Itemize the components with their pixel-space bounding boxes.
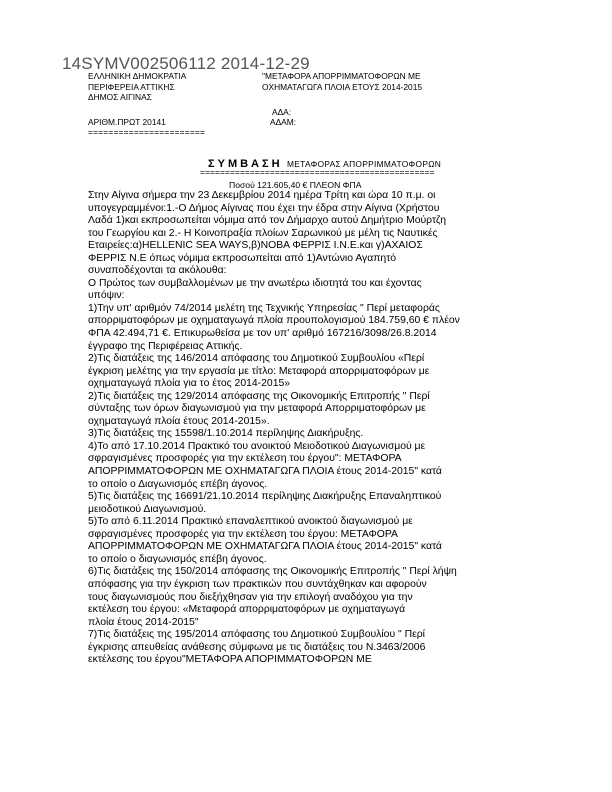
body-line: μειοδοτικού Διαγωνισμού. <box>88 503 207 515</box>
header-left-line: ΕΛΛΗΝΙΚΗ ΔΗΜΟΚΡΑΤΙΑ <box>88 71 187 81</box>
body-line: απορριματοφόρων με οχηματαγωγά πλοία προυπολογισμού 184.759,60 € πλέον <box>88 315 460 327</box>
title-separator: =============================================== <box>200 167 435 177</box>
body-line: σύνταξης των όρων διαγωνισμού για την μεταφορά Απορριματοφόρων με <box>88 403 426 415</box>
body-line: πλοία έτους 2014-2015" <box>88 616 199 628</box>
body-line: έγκρισης απευθείας ανάθεσης σύμφωνα με τις διατάξεις του Ν.3463/2006 <box>88 641 426 653</box>
title-main: ΣΥΜΒΑΣΗ <box>208 158 283 170</box>
protocol-number: ΑΡΙΘΜ.ΠΡΩΤ 20141 <box>88 117 166 127</box>
header-left-block <box>88 71 186 103</box>
body-line: ΑΠΟΡΡΙΜΜΑΤΟΦΟΡΩΝ ΜΕ ΟΧΗΜΑΤΑΓΩΓΑ ΠΛΟΙΑ έτους 2014-2015" κατά <box>88 541 442 553</box>
header-right-line: "ΜΕΤΑΦΟΡΑ ΑΠΟΡΡΙΜΜΑΤΟΦΟΡΩΝ ΜΕ <box>262 71 421 81</box>
body-line: σφραγισμένες προσφορές για την εκτέλεση του έργου: ΜΕΤΑΦΟΡΑ <box>88 528 398 540</box>
body-line: το οποίο ο Διαγωνισμός επέβη άγονος. <box>88 478 268 490</box>
body-line: έγγραφο της Περιφέρειας Αττικής. <box>88 340 243 352</box>
ada-label: ΑΔΑ: <box>272 107 292 117</box>
body-line: έγκριση μελέτης για την εργασία με τίτλο: Μεταφορά απορριματοφόρων με <box>88 365 430 377</box>
body-line: το οποίο ο διαγωνισμός επέβη άγονος. <box>88 553 267 565</box>
body-line: 4)Το από 17.10.2014 Πρακτικό του ανοικτού Μειοδοτικού Διαγωνισμού με <box>88 440 426 452</box>
body-line: εκτέλεση του έργου: «Μεταφορά απορριματοφόρων με οχηματαγωγά <box>88 604 406 616</box>
body-line: Εταιρείες:α)HELLENIC SEA WAYS,β)ΝΟΒΑ ΦΕΡΡΙΣ Ι.Ν.Ε.και γ)ΑΧΑΙΟΣ <box>88 240 423 252</box>
body-line: συναποδέχονται τα ακόλουθα: <box>88 265 227 277</box>
contract-amount: Ποσού 121.605,40 € ΠΛΕΟΝ ΦΠΑ <box>229 180 362 190</box>
body-line: ΦΕΡΡΙΣ Ν.Ε όπως νόμιμα εκπροσωπείται από 1)Αντώνιο Αγαπητό <box>88 252 397 264</box>
body-line: Ο Πρώτος των συμβαλλομένων με την ανωτέρω ιδιοτητά του και έχοντας <box>88 277 422 289</box>
body-line: οχηματαγωγά πλοία για το έτος 2014-2015» <box>88 378 291 390</box>
body-line: απόφασης για την έγκριση των πρακτικών που συντάχθηκαν και αφορούν <box>88 578 427 590</box>
body-line: υπόψιν: <box>88 290 125 302</box>
body-line: υπογεγραμμένοι:1.-Ο Δήμος Αίγινας που έχει την έδρα στην Αίγινα (Χρήστου <box>88 202 440 214</box>
body-line: 2)Τις διατάξεις της 129/2014 απόφασης της Οικονομικής Επιτροπής " Περί <box>88 390 430 402</box>
header-left-line: ΠΕΡΙΦΕΡΕΙΑ ΑΤΤΙΚΗΣ <box>88 81 175 92</box>
body-line: 3)Τις διατάξεις της 15598/1.10.2014 περίληψης Διακήρυξης. <box>88 428 364 440</box>
body-line: 7)Τις διατάξεις της 195/2014 απόφασης του Δημοτικού Συμβουλίου " Περί <box>88 629 425 641</box>
body-line: 5)Το από 6.11.2014 Πρακτικό επαναλεπτικού ανοικτού διαγωνισμού με <box>88 516 413 528</box>
body-line: Λαδά 1)και εκπροσωπείται νόμιμα από τον Δήμαρχο αυτού Δημήτριο Μούρτζη <box>88 215 447 227</box>
header-right-line: ΟΧΗΜΑΤΑΓΩΓΑ ΠΛΟΙΑ ΕΤΟΥΣ 2014-2015 <box>262 81 423 92</box>
body-line: 1)Την υπ' αριθμόν 74/2014 μελέτη της Τεχνικής Υπηρεσίας " Περί μεταφοράς <box>88 302 440 314</box>
body-line: του Γεωργίου και 2.- Η Κοινοπραξία πλοίων Σαρωνικού με μέλη τις Ναυτικές <box>88 227 438 239</box>
adam-label: ΑΔΑΜ: <box>270 117 297 127</box>
body-line: εκτέλεσης του έργου"ΜΕΤΑΦΟΡΑ ΑΠΟΡΙΜΜΑΤΟΦΟΡΩΝ ΜΕ <box>88 654 372 666</box>
body-line: Στην Αίγινα σήμερα την 23 Δεκεμβρίου 2014 ημέρα Τρίτη και ώρα 10 π.μ. οι <box>88 190 436 201</box>
header-right-block <box>262 71 422 92</box>
title-sub: ΜΕΤΑΦΟΡΑΣ ΑΠΟΡΡΙΜΜΑΤΟΦΟΡΩΝ <box>287 159 442 169</box>
header-separator: ======================= <box>88 127 206 137</box>
document-watermark: 14SYMV002506112 2014-12-29 <box>62 54 310 73</box>
body-line: οχηματαγωγά πλοία έτους 2014-2015». <box>88 415 270 427</box>
body-line: σφραγισμένες προσφορές για την εκτέλεση του έργου": ΜΕΤΑΦΟΡΑ <box>88 453 402 465</box>
body-line: 5)Τις διατάξεις της 16691/21.10.2014 περίληψης Διακήρυξης Επαναληπτικού <box>88 491 442 503</box>
contract-body <box>88 190 528 667</box>
body-line: 6)Τις διατάξεις της 150/2014 απόφασης της Οικονομικής Επιτροπής " Περί λήψη <box>88 566 457 578</box>
body-line: τους διαγωνισμούς που διεξήχθησαν για την επιλογή αναδόχου για την <box>88 591 413 603</box>
body-line: ΦΠΑ 42.494,71 €. Επικυρωθείσα με τον υπ' αριθμό 167216/3098/26.8.2014 <box>88 328 437 340</box>
header-left-line: ΔΗΜΟΣ ΑΙΓΙΝΑΣ <box>88 92 152 102</box>
body-line: 2)Τις διατάξεις της 146/2014 απόφασης του Δημοτικού Συμβουλίου «Περί <box>88 353 425 365</box>
body-line: ΑΠΟΡΡΙΜΜΑΤΟΦΟΡΩΝ ΜΕ ΟΧΗΜΑΤΑΓΩΓΑ ΠΛΟΙΑ έτους 2014-2015" κατά <box>88 466 442 478</box>
